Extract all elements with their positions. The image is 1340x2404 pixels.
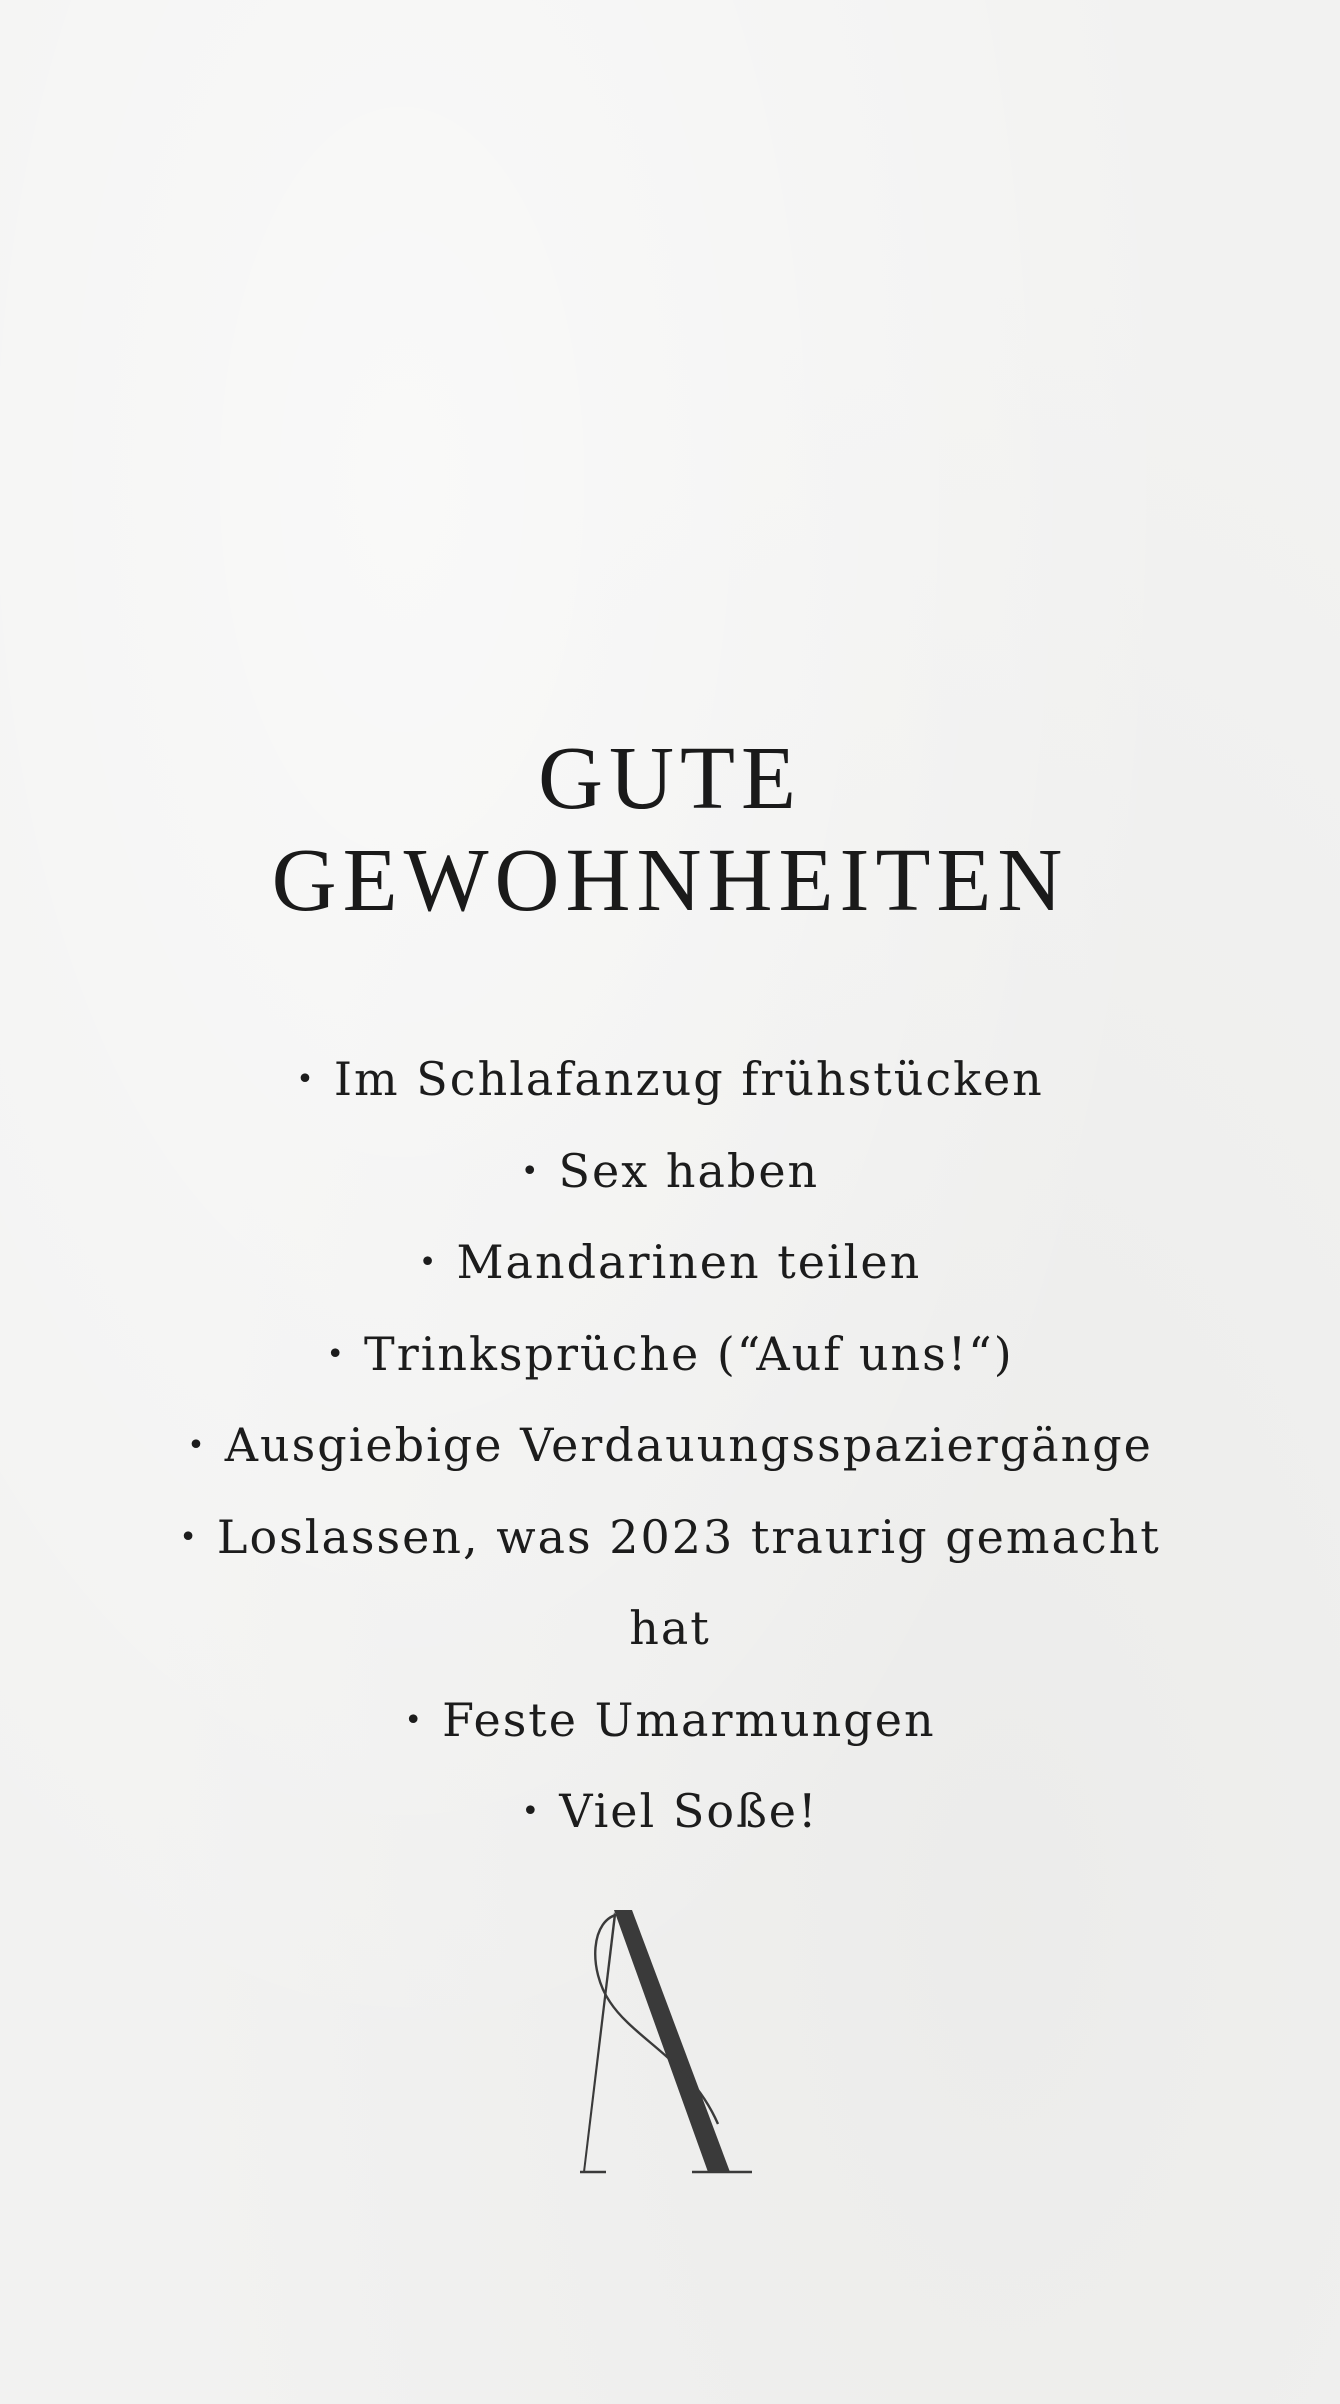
list-item-text: Viel Soße! <box>559 1784 819 1838</box>
bullet-icon: • <box>418 1245 439 1280</box>
title-line-2: GEWOHNHEITEN <box>271 831 1069 930</box>
list-item-text: Im Schlafanzug frühstücken <box>333 1052 1044 1106</box>
list-item <box>0 1400 1340 1492</box>
list-item <box>0 1492 1340 1675</box>
list-item <box>0 1034 1340 1126</box>
bullet-icon: • <box>521 1794 542 1829</box>
bullet-icon: • <box>187 1428 207 1463</box>
bullet-icon: • <box>179 1519 199 1555</box>
list-item <box>0 1675 1340 1767</box>
habits-list <box>0 1034 1340 1858</box>
monogram-a-icon <box>580 1910 760 2186</box>
bullet-icon: • <box>326 1336 347 1372</box>
list-item <box>0 1126 1340 1218</box>
list-item-text: Mandarinen teilen <box>456 1235 922 1289</box>
list-item <box>0 1217 1340 1309</box>
page-title <box>0 728 1340 932</box>
title-line-1: GUTE <box>538 729 802 828</box>
list-item <box>0 1309 1340 1401</box>
bullet-icon: • <box>296 1062 316 1097</box>
list-item <box>0 1766 1340 1858</box>
list-item-text: Ausgiebige Verdauungsspaziergänge <box>224 1418 1153 1472</box>
bullet-icon: • <box>404 1702 425 1738</box>
list-item-text: Sex haben <box>558 1143 820 1198</box>
bullet-icon: • <box>520 1153 541 1189</box>
list-item-text: Loslassen, was 2023 traurig gemacht hat <box>216 1509 1161 1655</box>
list-item-text: Feste Umarmungen <box>442 1692 936 1747</box>
list-item-text: Trinksprüche (“Auf uns!“) <box>364 1326 1014 1381</box>
